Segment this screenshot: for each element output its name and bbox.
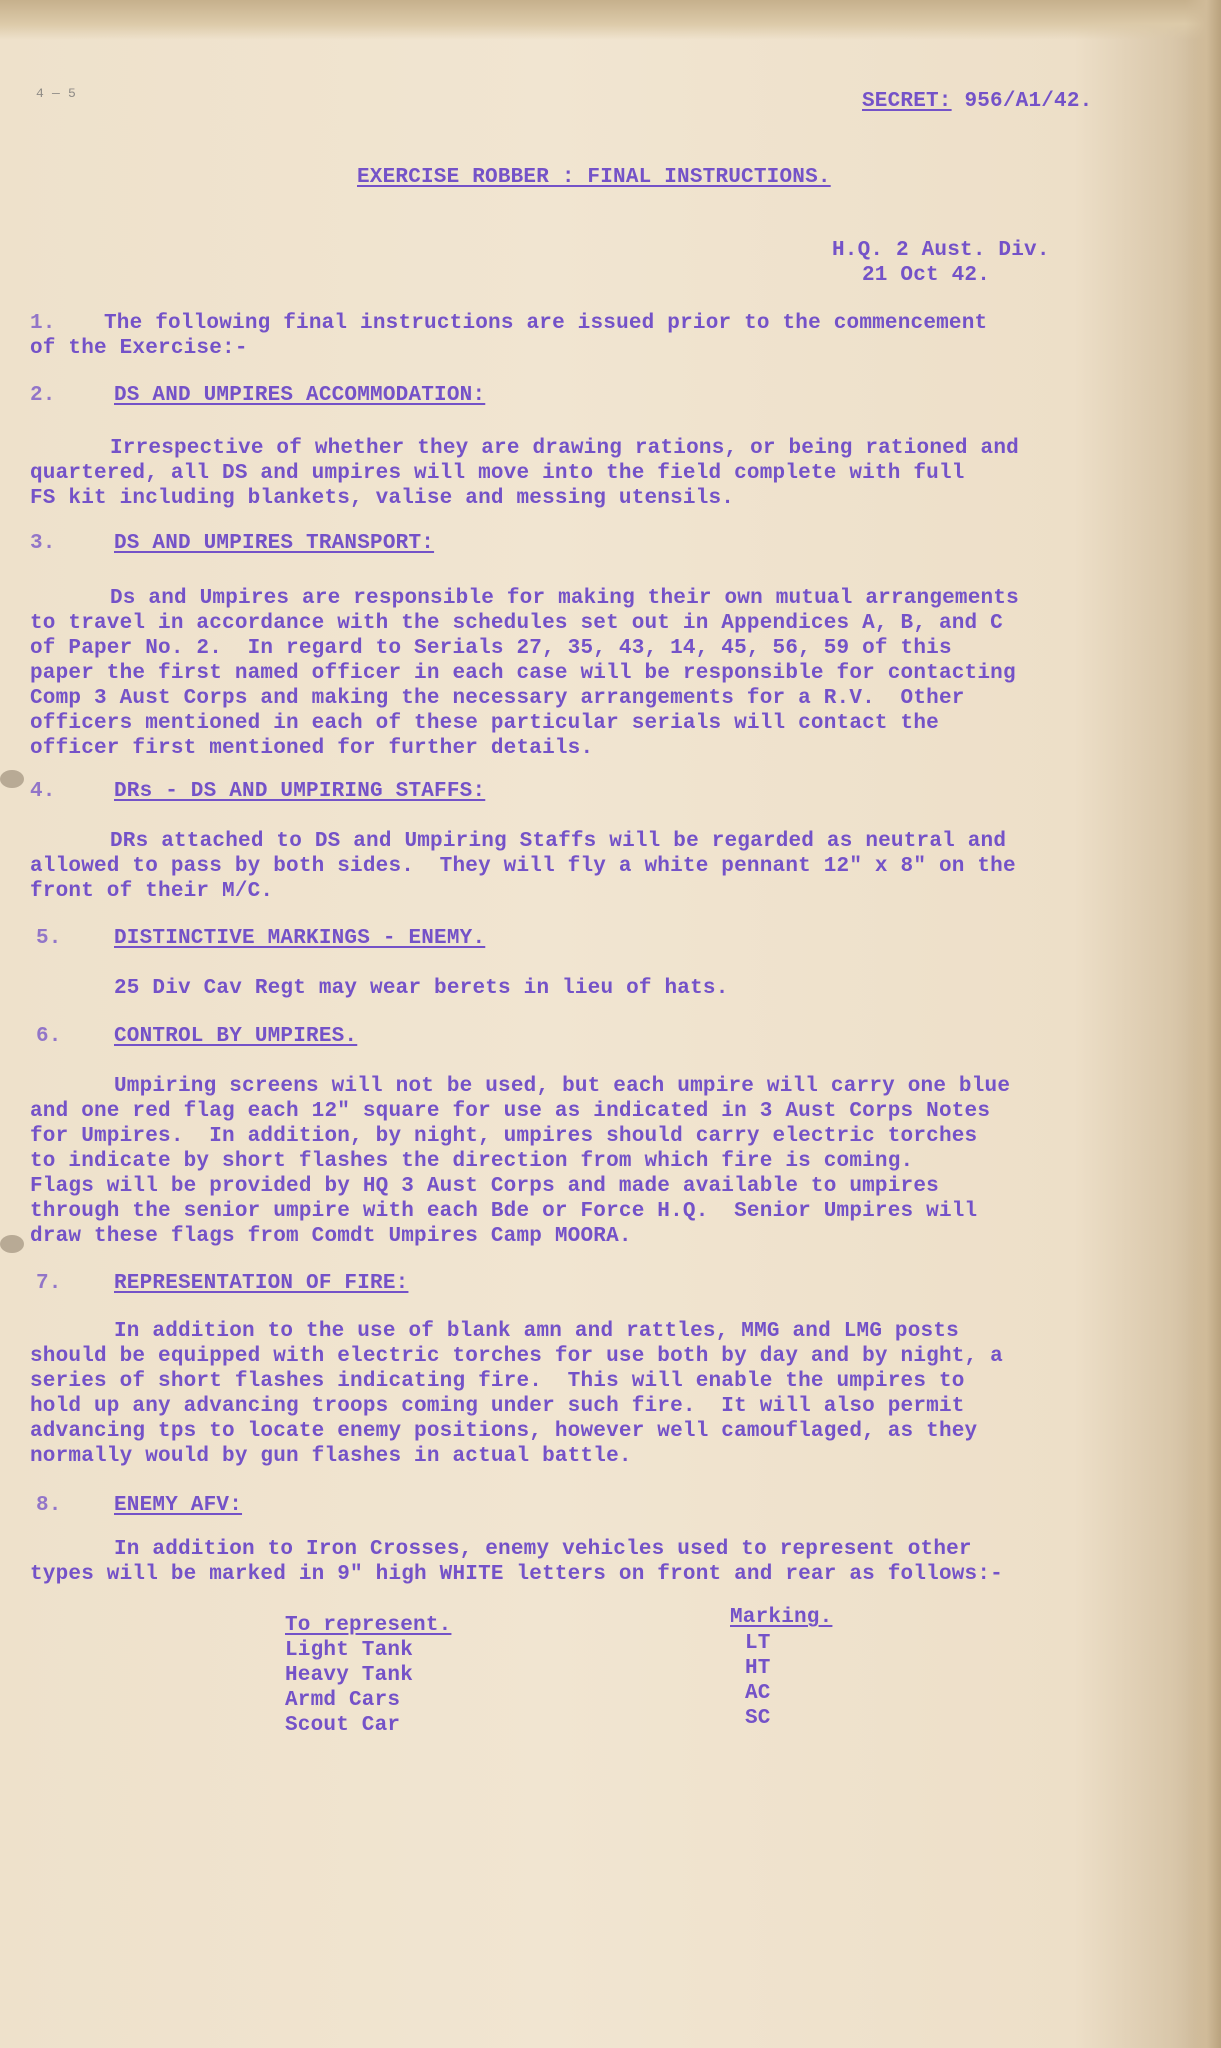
hq-line: H.Q. 2 Aust. Div. [832,239,1050,262]
paragraph-line: advancing tps to locate enemy positions, however well camouflaged, as they [30,1420,978,1443]
paragraph-line: and one red flag each 12" square for use as indicated in 3 Aust Corps Notes [30,1100,991,1123]
table-cell-vehicle: Light Tank [285,1639,414,1662]
paragraph-line: quartered, all DS and umpires will move into the field complete with full [30,462,965,485]
paragraph-line: to indicate by short flashes the direction from which fire is coming. [30,1150,914,1173]
paragraph-number: 2. [30,384,56,407]
paragraph-line: for Umpires. In addition, by night, umpires should carry electric torches [30,1125,978,1148]
table-cell-marking: HT [745,1657,771,1680]
paragraph-line: Comp 3 Aust Corps and making the necessary arrangements for a R.V. Other [30,687,965,710]
paragraph-line: should be equipped with electric torches for use both by day and by night, a [30,1345,1003,1368]
paragraph-line: officers mentioned in each of these particular serials will contact the [30,712,939,735]
section-heading: ENEMY AFV: [114,1494,243,1517]
table-cell-vehicle: Armd Cars [285,1689,401,1712]
paragraph-number: 4. [30,780,56,803]
paragraph-line: Irrespective of whether they are drawing rations, or being rationed and [110,437,1019,460]
paragraph-number: 7. [36,1272,62,1295]
table-cell-marking: LT [745,1632,771,1655]
paragraph-line: types will be marked in 9" high WHITE letters on front and rear as follows:- [30,1563,1003,1586]
section-heading: CONTROL BY UMPIRES. [114,1025,358,1048]
secret-label: SECRET: [862,90,952,113]
section-heading: DS AND UMPIRES TRANSPORT: [114,532,435,555]
paragraph-number: 8. [36,1494,62,1517]
paragraph-line: through the senior umpire with each Bde or Force H.Q. Senior Umpires will [30,1200,978,1223]
paragraph-line: series of short flashes indicating fire. This will enable the umpires to [30,1370,965,1393]
paragraph-line: officer first mentioned for further details. [30,737,594,760]
section-heading: DRs - DS AND UMPIRING STAFFS: [114,780,486,803]
paragraph-line: Umpiring screens will not be used, but each umpire will carry one blue [114,1075,1011,1098]
paragraph-line: of the Exercise:- [30,337,248,360]
date-line: 21 Oct 42. [862,264,991,287]
security-classification [862,88,1092,115]
paragraph-line: 25 Div Cav Regt may wear berets in lieu of hats. [114,977,729,1000]
table-cell-marking: SC [745,1707,771,1730]
paragraph-line: Flags will be provided by HQ 3 Aust Corps and made available to umpires [30,1175,939,1198]
reference-number: 956/A1/42. [964,90,1093,113]
punch-hole [0,770,24,788]
paragraph-line: front of their M/C. [30,880,274,903]
paragraph-number: 6. [36,1025,62,1048]
margin-mark: 4 — 5 [36,86,77,101]
page-top-edge [0,0,1221,40]
paragraph-line: normally would by gun flashes in actual battle. [30,1445,632,1468]
page-right-edge [1185,0,1221,2048]
paragraph-line: The following final instructions are issued prior to the commencement [104,312,988,335]
table-cell-vehicle: Heavy Tank [285,1664,414,1687]
paragraph-line: to travel in accordance with the schedules set out in Appendices A, B, and C [30,612,1003,635]
paragraph-line: DRs attached to DS and Umpiring Staffs will be regarded as neutral and [110,830,1007,853]
paragraph-line: allowed to pass by both sides. They will fly a white pennant 12" x 8" on the [30,855,1016,878]
punch-hole [0,1235,24,1253]
paragraph-number: 5. [36,927,62,950]
table-cell-marking: AC [745,1682,771,1705]
table-header-marking: Marking. [730,1606,833,1629]
paragraph-line: In addition to the use of blank amn and rattles, MMG and LMG posts [114,1320,959,1343]
document-title: EXERCISE ROBBER : FINAL INSTRUCTIONS. [357,166,831,189]
section-heading: DISTINCTIVE MARKINGS - ENEMY. [114,927,486,950]
section-heading: REPRESENTATION OF FIRE: [114,1272,409,1295]
paragraph-line: FS kit including blankets, valise and messing utensils. [30,487,735,510]
paragraph-line: hold up any advancing troops coming under such fire. It will also permit [30,1395,965,1418]
paragraph-line: draw these flags from Comdt Umpires Camp MOORA. [30,1225,632,1248]
paragraph-number: 3. [30,532,56,555]
paragraph-number: 1. [30,312,56,335]
paragraph-line: paper the first named officer in each case will be responsible for contacting [30,662,1016,685]
paragraph-line: of Paper No. 2. In regard to Serials 27, 35, 43, 14, 45, 56, 59 of this [30,637,952,660]
table-header-represent: To represent. [285,1614,452,1637]
section-heading: DS AND UMPIRES ACCOMMODATION: [114,384,486,407]
paragraph-line: In addition to Iron Crosses, enemy vehicles used to represent other [114,1538,972,1561]
paragraph-line: Ds and Umpires are responsible for making their own mutual arrangements [110,587,1019,610]
table-cell-vehicle: Scout Car [285,1714,401,1737]
